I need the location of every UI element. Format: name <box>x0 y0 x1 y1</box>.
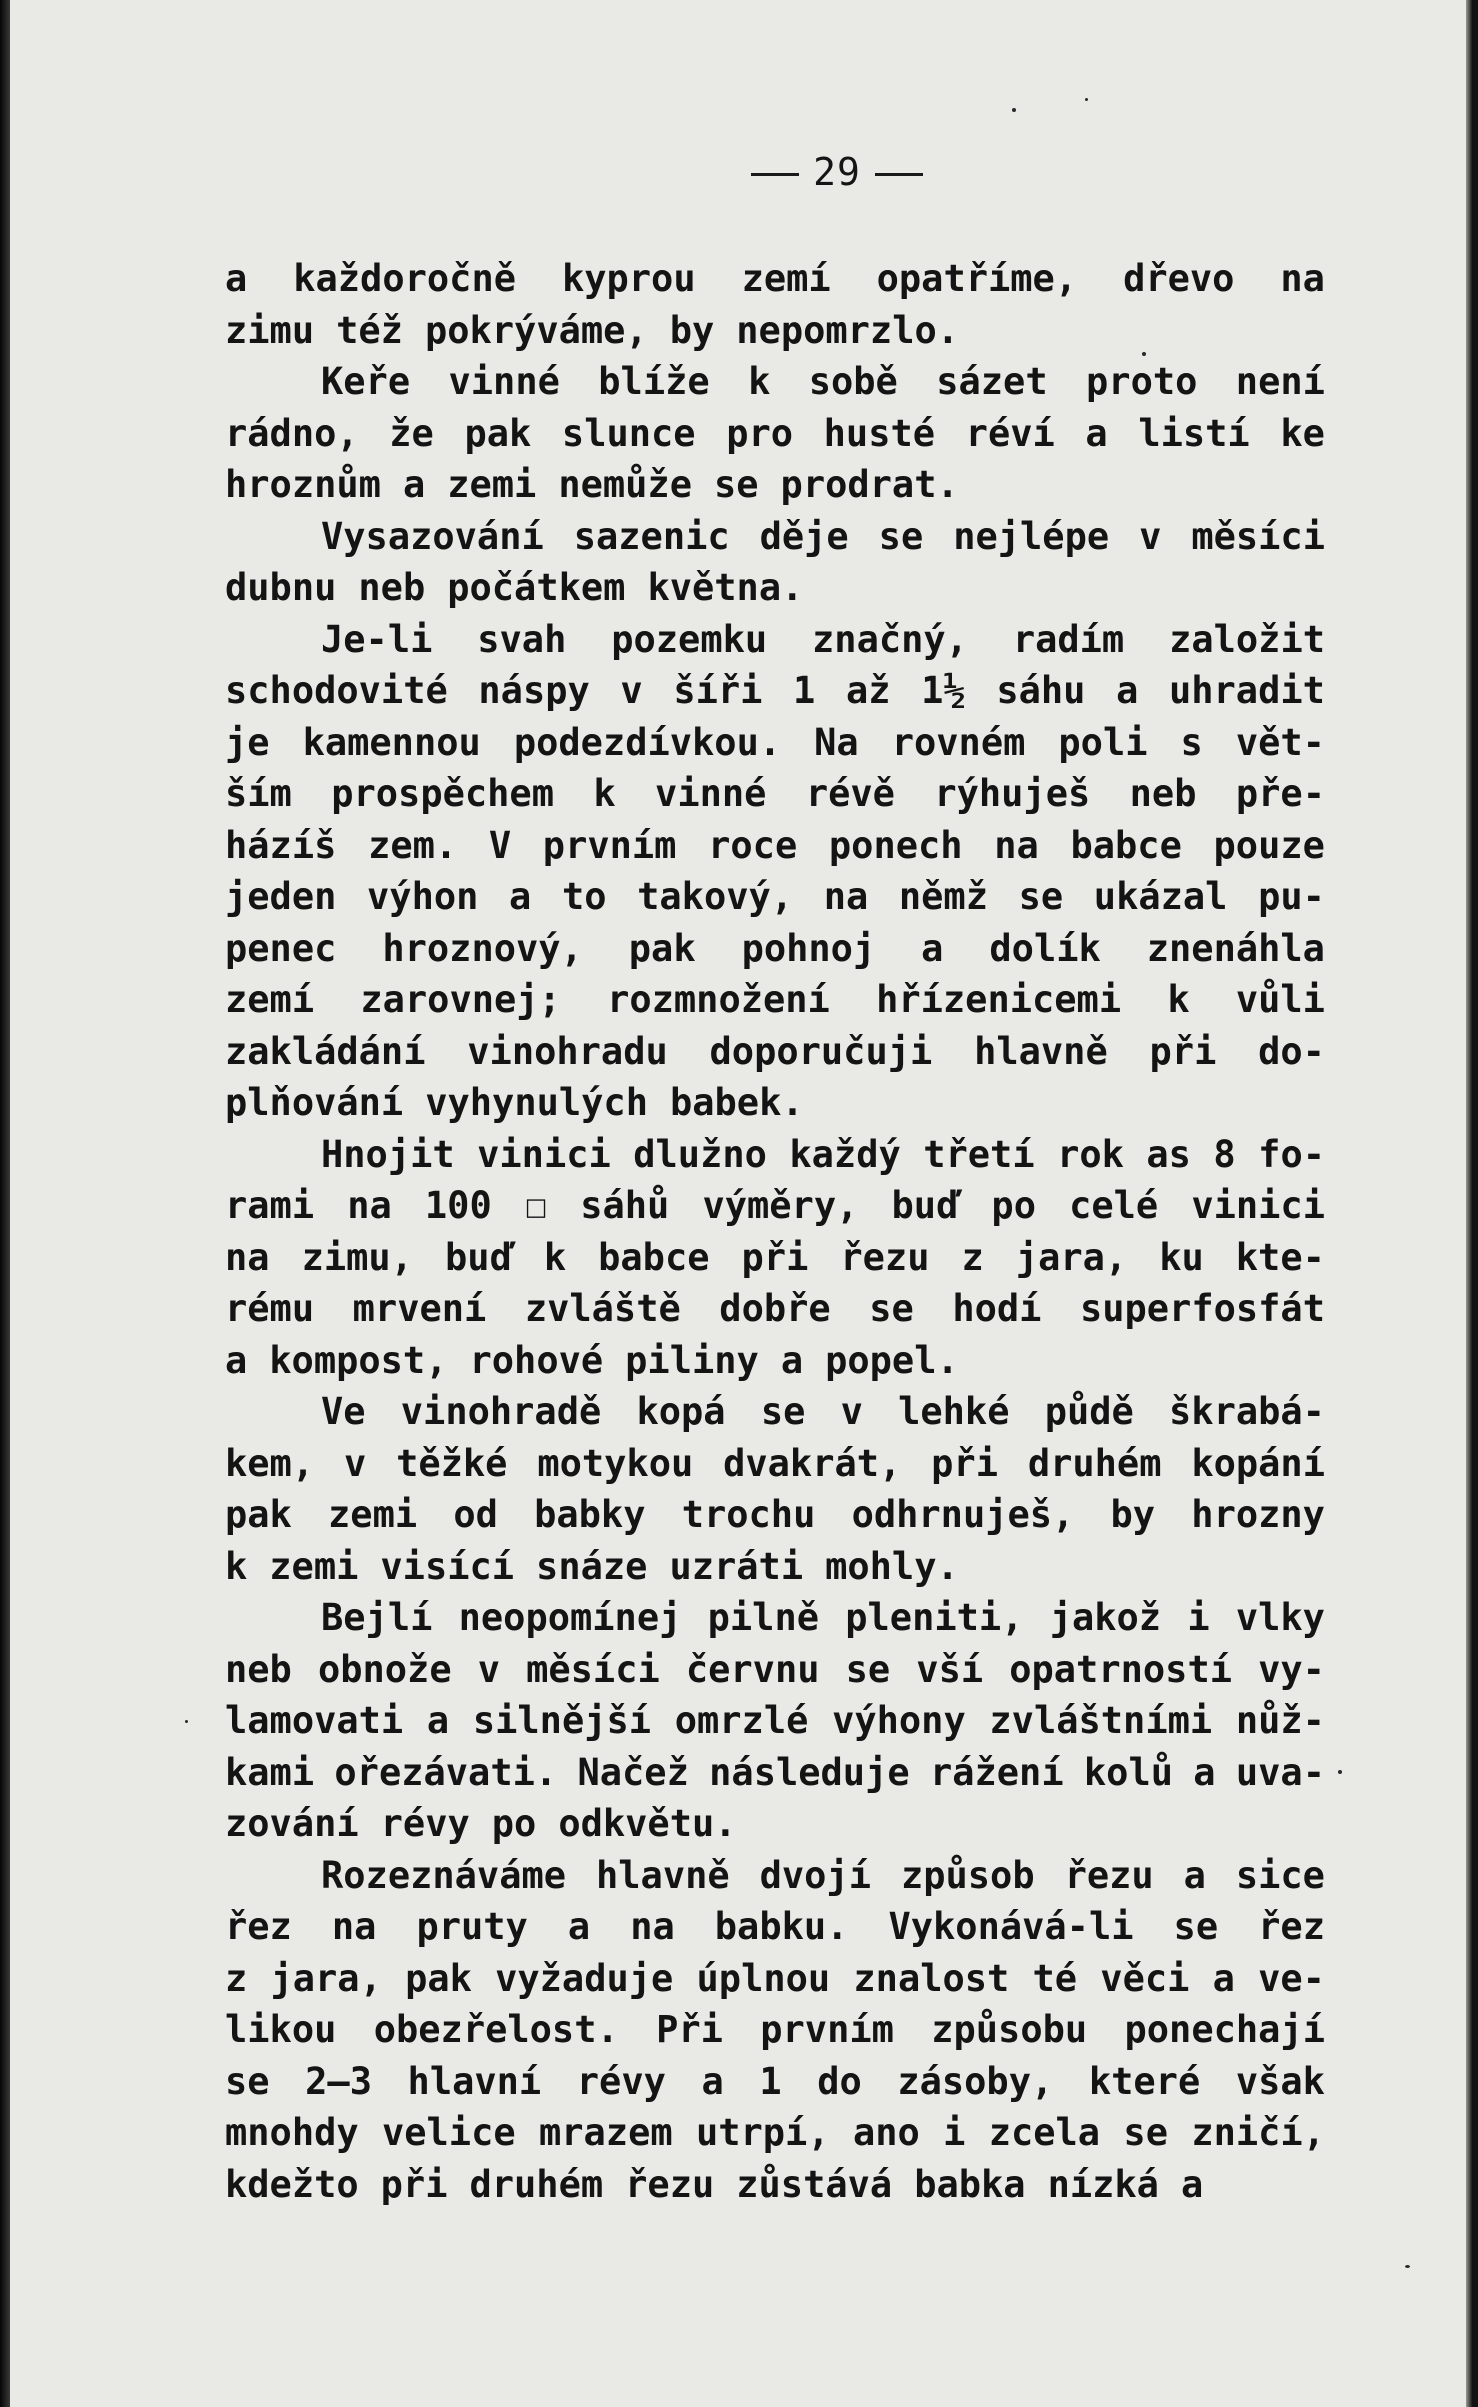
scan-left-border <box>0 0 10 2407</box>
page-number-header <box>106 150 1472 194</box>
text-line: zování révy po odkvětu. <box>225 1802 737 1845</box>
text-line: k zemi visící snáze uzráti mohly. <box>225 1544 959 1588</box>
text-line: dubnu neb počátkem května. <box>225 566 804 609</box>
text-line: a každoročně kyprou zemí opatříme, dřevo na <box>225 257 1325 300</box>
text-line: likou obezřelost. Při prvním způsobu ponechají <box>225 2008 1325 2051</box>
text-line: Keře vinné blíže k sobě sázet proto není <box>321 360 1325 403</box>
text-line: zimu též pokrýváme, by nepomrzlo. <box>225 308 960 352</box>
text-line: z jara, pak vyžaduje úplnou znalost té věci a ve- <box>225 1956 1325 2000</box>
text-line: se 2—3 hlavní révy a 1 do zásoby, které však <box>225 2059 1325 2103</box>
paper-speck <box>1338 1770 1342 1774</box>
text-line: ším prospěchem k vinné révě rýhuješ neb pře- <box>225 772 1325 815</box>
header-dash-left <box>751 173 799 176</box>
text-line: kem, v těžké motykou dvakrát, při druhém kopání <box>225 1441 1325 1485</box>
text-line: řez na pruty a na babku. Vykonává-li se řez <box>225 1905 1325 1948</box>
text-line: pak zemi od babky trochu odhrnuješ, by hrozny <box>225 1493 1325 1536</box>
text-line: neb obnože v měsíci červnu se vší opatrností vy- <box>225 1647 1325 1691</box>
text-line: jeden výhon a to takový, na němž se ukázal pu- <box>225 875 1325 918</box>
text-line: Je-li svah pozemku značný, radím založit <box>321 617 1325 661</box>
text-line: Vysazování sazenic děje se nejlépe v měsíci <box>321 514 1325 558</box>
paper-speck <box>1012 108 1016 112</box>
text-line: rému mrvení zvláště dobře se hodí superfosfát <box>225 1287 1325 1330</box>
paper-speck <box>185 1720 188 1723</box>
text-line: schodovité náspy v šíři 1 až 1½ sáhu a uhradit <box>225 669 1325 712</box>
page-number: 29 <box>813 150 861 194</box>
text-line: je kamennou podezdívkou. Na rovném poli s vět- <box>225 720 1325 764</box>
text-line: zakládání vinohradu doporučuji hlavně při do- <box>225 1029 1325 1073</box>
text-line: penec hroznový, pak pohnoj a dolík znenáhla <box>225 926 1325 970</box>
text-line: plňování vyhynulých babek. <box>225 1081 804 1124</box>
text-line: rami na 100 ☐ sáhů výměry, buď po celé vinici <box>225 1184 1325 1227</box>
text-line: na zimu, buď k babce při řezu z jara, ku kte- <box>225 1235 1325 1279</box>
book-page <box>10 0 1472 2407</box>
paper-speck <box>1405 2265 1410 2268</box>
text-line: házíš zem. V prvním roce ponech na babce pouze <box>225 823 1325 867</box>
text-line: Rozeznáváme hlavně dvojí způsob řezu a sice <box>321 1853 1325 1897</box>
text-line: mnohdy velice mrazem utrpí, ano i zcela se zničí, <box>225 2111 1325 2154</box>
text-line: zemí zarovnej; rozmnožení hřízenicemi k vůli <box>225 978 1325 1021</box>
text-line: Hnojit vinici dlužno každý třetí rok as 8 fo- <box>321 1132 1325 1176</box>
text-line: kdežto při druhém řezu zůstává babka nízká a <box>225 2162 1204 2206</box>
text-line: hroznům a zemi nemůže se prodrat. <box>225 463 959 506</box>
text-line: a kompost, rohové piliny a popel. <box>225 1338 959 1382</box>
text-line: lamovati a silnější omrzlé výhony zvláštními nůž- <box>225 1699 1325 1742</box>
paper-speck <box>1142 352 1146 356</box>
text-line: Ve vinohradě kopá se v lehké půdě škrabá- <box>321 1390 1325 1433</box>
paper-speck <box>1085 98 1088 101</box>
header-dash-right <box>875 173 923 176</box>
scan-right-border <box>1466 0 1472 2407</box>
text-line: rádno, že pak slunce pro husté réví a listí ke <box>225 411 1325 455</box>
text-line: kami ořezávati. Načež následuje rážení kolů a uva- <box>225 1750 1325 1794</box>
text-line: Bejlí neopomínej pilně pleniti, jakož i vlky <box>321 1596 1325 1639</box>
body-text <box>225 253 1325 2210</box>
